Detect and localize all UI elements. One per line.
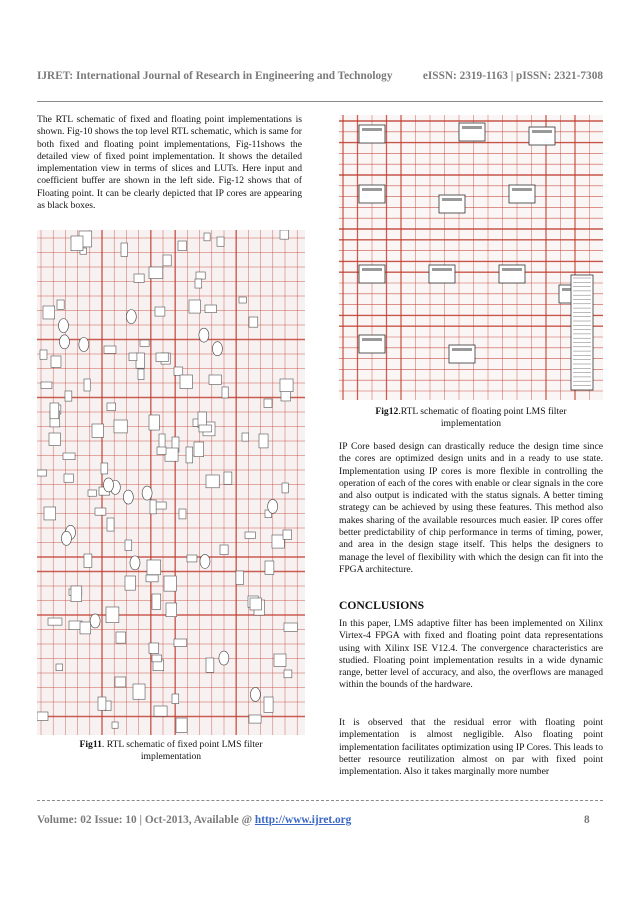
- paragraph-residual-error: It is observed that the residual error with floating point implementation is almost negligible. Also floating point implementation facilitates optimization using IP Cores. This leads to better resource reutilization almost on par with fixed point implementation. Also it takes marginally more number: [339, 717, 603, 778]
- fig11-caption-text: . RTL schematic of fixed point LMS filter implementation: [101, 739, 263, 763]
- fig11-caption: [55, 739, 287, 763]
- footer-volume-text: Volume: 02 Issue: 10 | Oct-2013, Available @: [37, 814, 255, 826]
- left-paragraph: [37, 114, 302, 212]
- fig12-caption: [355, 406, 587, 430]
- fig12-caption-text: .RTL schematic of floating point LMS filter implementation: [398, 406, 567, 430]
- right-paragraph-ip-core: [339, 441, 603, 576]
- header-rule: [37, 101, 603, 102]
- footer-volume: [37, 814, 351, 826]
- running-header: [37, 70, 603, 88]
- issn-label: eISSN: 2319-1163 | pISSN: 2321-7308: [422, 70, 603, 82]
- paragraph-conclusions: In this paper, LMS adaptive filter has been implemented on Xilinx Virtex-4 FPGA with fixed and floating point data representations using with Xilinx ISE V12.4. The convergence characteristics are studied. Floating point implementation results in a wide dynamic range, better level of accuracy, and also, the overflows are managed within the bounds of the hardware.: [339, 618, 603, 691]
- journal-link[interactable]: http://www.ijret.org: [254, 814, 352, 826]
- paragraph-rtl-schematic: The RTL schematic of fixed and floating point implementations is shown. Fig-10 shows the top level RTL schematic, which is same for both fixed and floating point implementations, Fig-11shows the detailed view of fixed point implementation. It shows the detailed implementation view in terms of slices and LUTs. Here input and coefficient buffer are shown in the left side. Fig-12 shows that of Floating point. It can be clearly depicted that IP cores are appearing as black boxes.: [37, 114, 302, 212]
- fig11-label: Fig11: [79, 739, 102, 750]
- fig12-schematic-image: [339, 115, 603, 400]
- right-paragraph-residual: [339, 717, 603, 778]
- page-number: 8: [584, 814, 590, 826]
- right-paragraph-conclusions: [339, 618, 603, 692]
- conclusions-heading: CONCLUSIONS: [339, 599, 425, 612]
- paragraph-ip-core: IP Core based design can drastically reduce the design time since the cores are optimized design units and in a ready to use state. Implementation using IP cores is more flexible in controlling the operation of each of the cores with enable or clear signals in the core and also output is indicated with the status signals. A better timing strategy can be achieved by using these features. This method also makes sharing of the available resources much easier. IP cores offer better predictability of chip performance in terms of timing, power, and area in the design stage itself. This helps the designers to manage the level of flexibility with which the design can fit into the FPGA architecture.: [339, 441, 603, 575]
- footer-rule: [37, 800, 603, 801]
- fig12-label: Fig12: [375, 406, 399, 417]
- journal-name: IJRET: International Journal of Research in Engineering and Technology: [37, 70, 393, 82]
- fig11-schematic-image: [37, 230, 305, 735]
